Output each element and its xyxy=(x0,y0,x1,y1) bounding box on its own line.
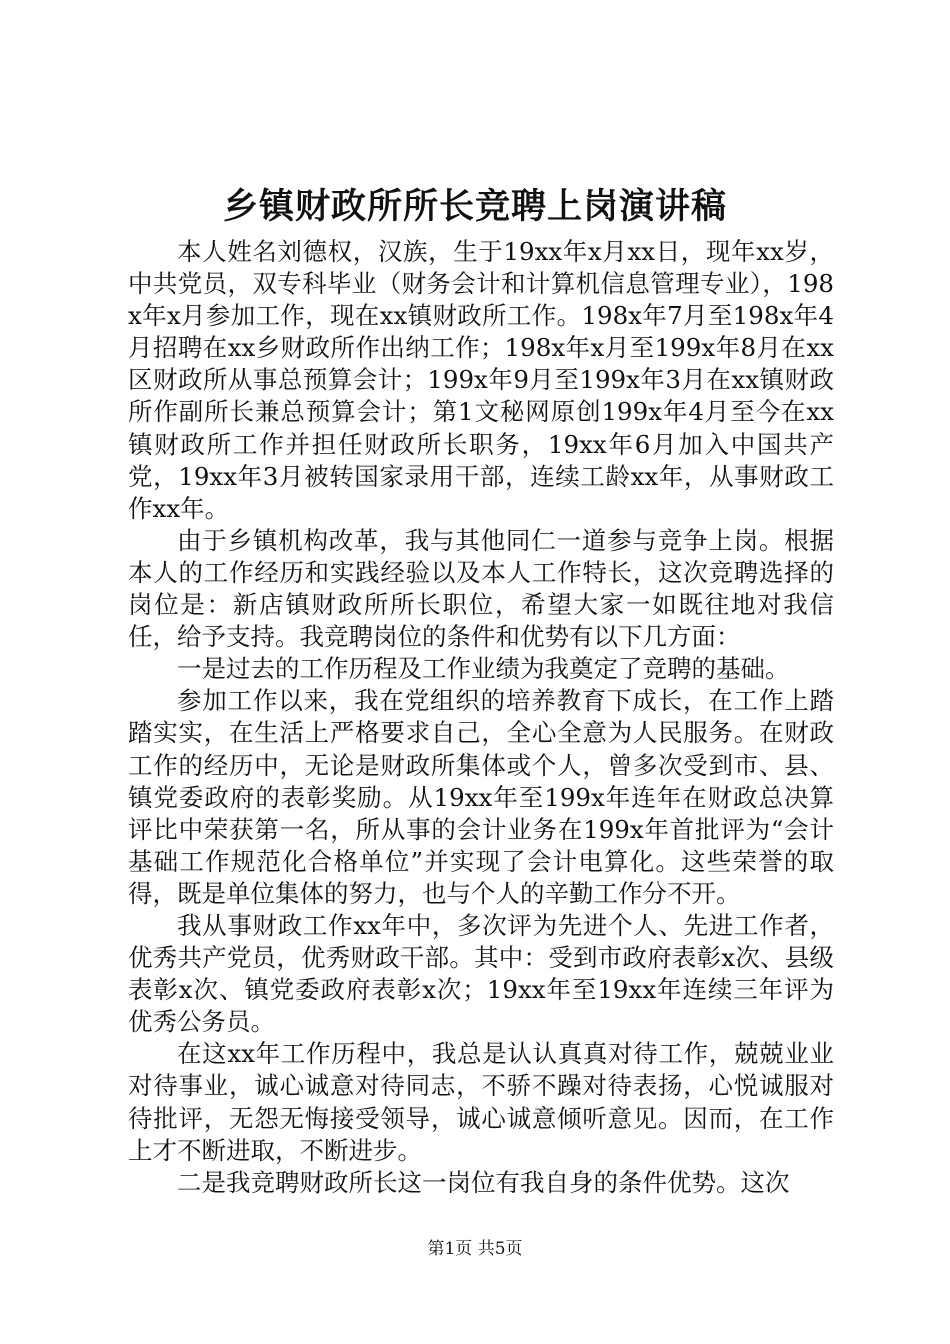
paragraph-2: 由于乡镇机构改革，我与其他同仁一道参与竞争上岗。根据本人的工作经历和实践经验以及本人工作特长，这次竞聘选择的岗位是：新店镇财政所所长职位，希望大家一如既往地对我信任，给予支持。我竞聘岗位的条件和优势有以下几方面： xyxy=(128,525,834,652)
paragraph-3: 一是过去的工作历程及工作业绩为我奠定了竞聘的基础。 xyxy=(177,654,790,684)
document-title: 乡镇财政所所长竞聘上岗演讲稿 xyxy=(222,186,727,227)
paragraph-1: 本人姓名刘德权，汉族，生于19xx年x月xx日，现年xx岁，中共党员，双专科毕业（财务会计和计算机信息管理专业），198x年x月参加工作，现在xx镇财政所工作。198x年7月至198x年4月招聘在xx乡财政所作出纳工作；198x年x月至199x年8月在xx区财政所从事总预算会计；199x年9月至199x年3月在xx镇财政所作副所长兼总预算会计；第1文秘网原创199x年4月至今在xx镇财政所工作并担任财政所长职务，19xx年6月加入中国共产党，19xx年3月被转国家录用干部，连续工龄xx年，从事财政工作xx年。 xyxy=(128,237,834,523)
page-footer: 第1页 共5页 xyxy=(427,1239,523,1259)
paragraph-5: 我从事财政工作xx年中，多次评为先进个人、先进工作者，优秀共产党员，优秀财政干部。其中：受到市政府表彰x次、县级表彰x次、镇党委政府表彰x次；19xx年至19xx年连续三年评为优秀公务员。 xyxy=(128,910,834,1037)
document-body xyxy=(128,236,834,1199)
paragraph-6: 在这xx年工作历程中，我总是认认真真对待工作，兢兢业业对待事业，诚心诚意对待同志，不骄不躁对待表扬，心悦诚服对待批评，无怨无悔接受领导，诚心诚意倾听意见。因而，在工作上才不断进取，不断进步。 xyxy=(128,1039,834,1165)
paragraph-7: 二是我竞聘财政所长这一岗位有我自身的条件优势。这次 xyxy=(177,1167,790,1197)
paragraph-4: 参加工作以来，我在党组织的培养教育下成长，在工作上踏踏实实，在生活上严格要求自己，全心全意为人民服务。在财政工作的经历中，无论是财政所集体或个人，曾多次受到市、县、镇党委政府的表彰奖励。从19xx年至199x年连年在财政总决算评比中荣获第一名，所从事的会计业务在199x年首批评为“会计基础工作规范化合格单位”并实现了会计电算化。这些荣誉的取得，既是单位集体的努力，也与个人的辛勤工作分不开。 xyxy=(128,686,834,908)
